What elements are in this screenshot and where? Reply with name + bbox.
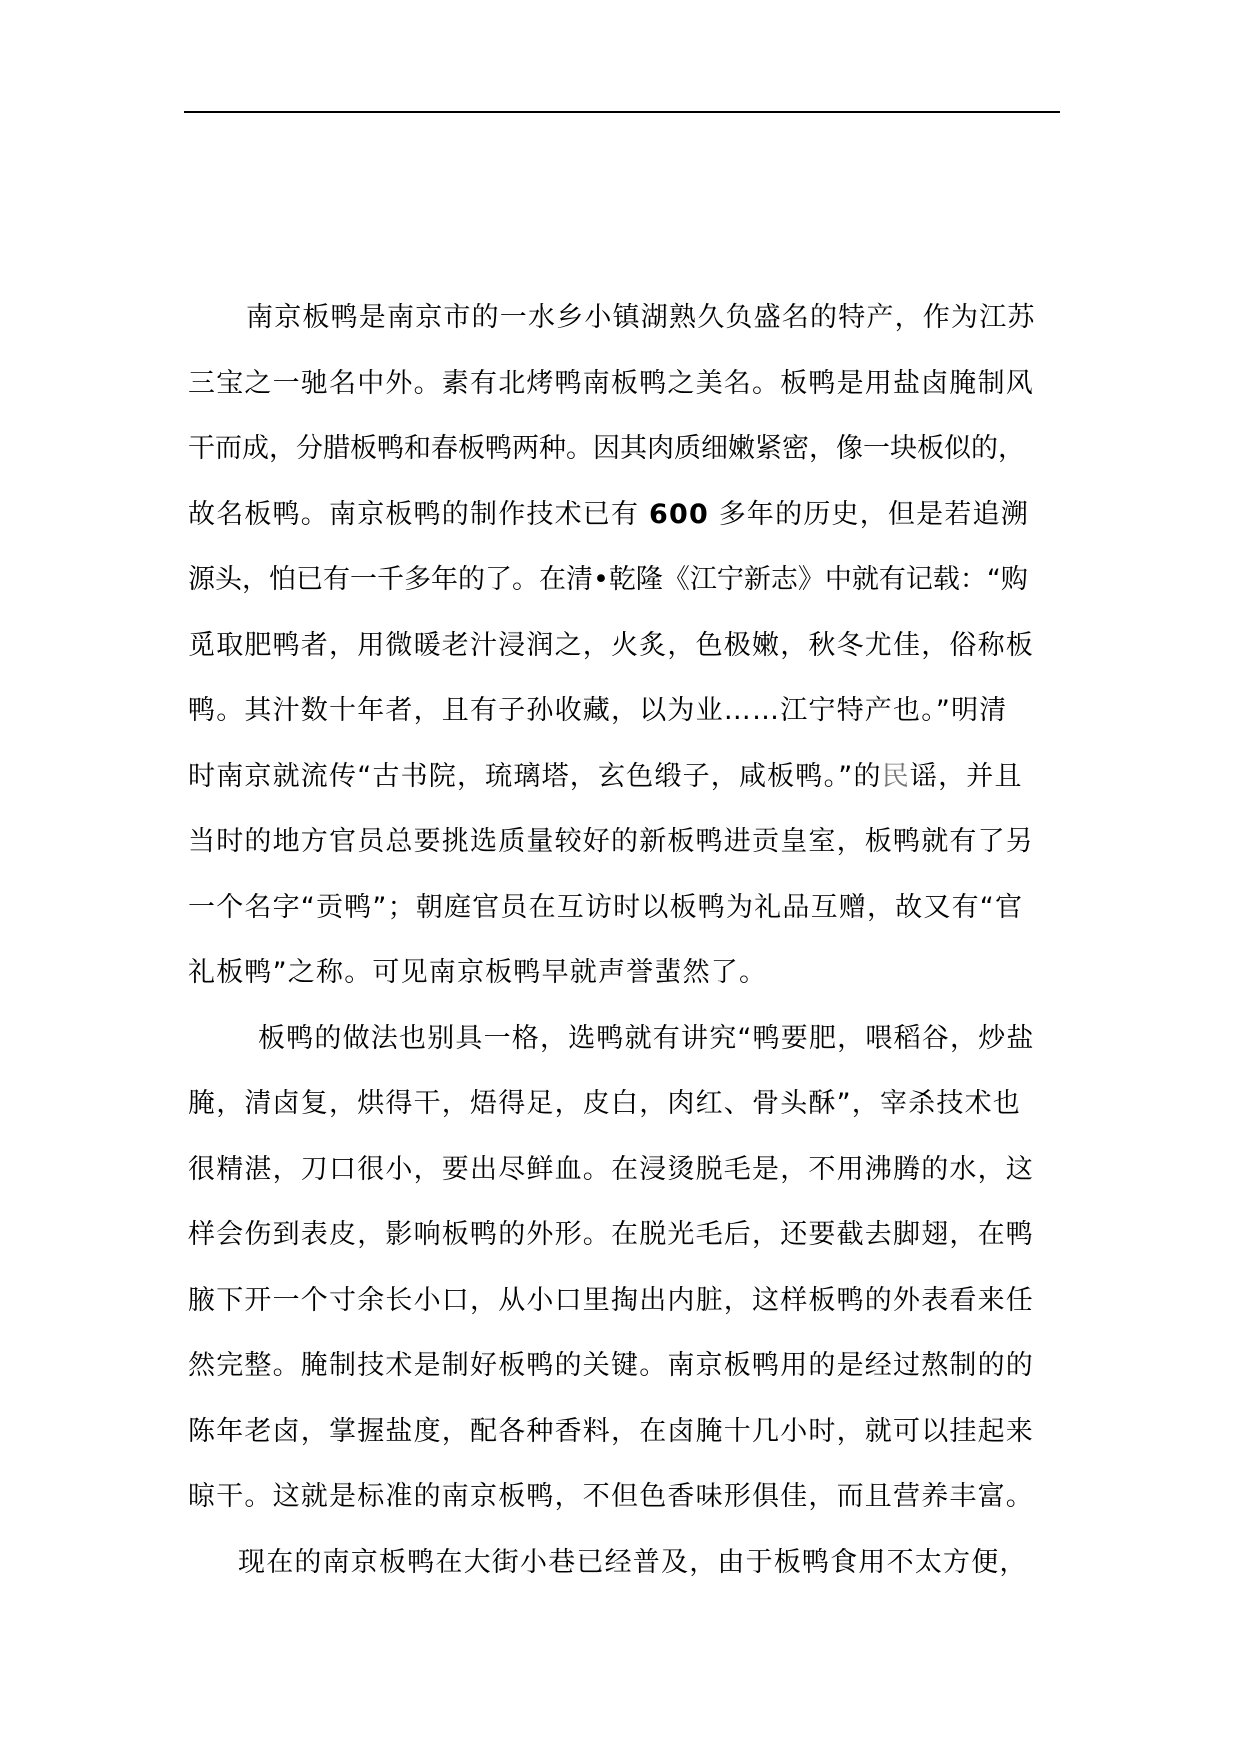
text-segment: 源头，怕已有一千多年的了。在清•乾隆《江宁新志》中就有记载：“购 [188, 564, 1028, 595]
text-segment: 一个名字“贡鸭”；朝庭官员在互访时以板鸭为礼品互赠，故又有“官 [188, 891, 1024, 923]
text-segment: 故名板鸭。南京板鸭的制作技术已有 [188, 498, 649, 530]
text-line [188, 1202, 1068, 1268]
text-line [188, 809, 1068, 875]
text-segment: 谣，并且 [909, 760, 1023, 792]
text-line [188, 285, 1068, 351]
text-line [188, 1464, 1068, 1530]
text-line [188, 1399, 1068, 1465]
text-segment: 板鸭的做法也别具一格，选鸭就有讲究“鸭要肥，喂稻谷，炒盐 [258, 1022, 1035, 1054]
text-segment: 腋下开一个寸余长小口，从小口里掏出内脏，这样板鸭的外表看来任 [188, 1284, 1034, 1316]
text-segment: 腌，清卤复，烘得干，焐得足，皮白，肉红、骨头酥”，宰杀技术也 [188, 1088, 1021, 1119]
text-segment: 样会伤到表皮，影响板鸭的外形。在脱光毛后，还要截去脚翅，在鸭 [188, 1219, 1034, 1250]
text-line [188, 482, 1068, 548]
text-line [188, 1530, 1068, 1596]
text-line [188, 940, 1068, 1006]
text-line [188, 613, 1068, 679]
text-segment: 然完整。腌制技术是制好板鸭的关键。南京板鸭用的是经过熬制的的 [188, 1350, 1034, 1381]
text-line [188, 744, 1068, 810]
text-segment: 晾干。这就是标准的南京板鸭，不但色香味形俱佳，而且营养丰富。 [188, 1481, 1034, 1512]
text-line [188, 678, 1068, 744]
text-line [188, 875, 1068, 941]
text-line [188, 1071, 1068, 1137]
text-segment: 觅取肥鸭者，用微暖老汁浸润之，火炙，色极嫩，秋冬尤佳，俗称板 [188, 629, 1034, 661]
text-segment: 南京板鸭是南京市的一水乡小镇湖熟久负盛名的特产，作为江苏 [246, 302, 1036, 333]
text-segment: 现在的南京板鸭在大街小巷已经普及，由于板鸭食用不太方便， [238, 1546, 1028, 1578]
text-line [188, 1137, 1068, 1203]
text-line [188, 1006, 1068, 1072]
text-line [188, 351, 1068, 417]
text-line [188, 416, 1068, 482]
text-line [188, 1333, 1068, 1399]
text-segment: 600 [648, 498, 709, 530]
text-segment: 陈年老卤，掌握盐度，配各种香料，在卤腌十几小时，就可以挂起来 [188, 1415, 1034, 1447]
text-line [188, 1268, 1068, 1334]
text-segment: 礼板鸭”之称。可见南京板鸭早就声誉蜚然了。 [188, 957, 768, 988]
text-segment: 三宝之一驰名中外。素有北烤鸭南板鸭之美名。板鸭是用盐卤腌制风 [188, 367, 1034, 399]
text-segment: 干而成，分腊板鸭和春板鸭两种。因其肉质细嫩紧密，像一块板似的， [188, 433, 1025, 464]
text-segment: 多年的历史，但是若追溯 [708, 498, 1029, 530]
text-segment: 鸭。其汁数十年者，且有子孙收藏，以为业……江宁特产也。”明清 [188, 695, 1008, 726]
text-segment: 时南京就流传“古书院，琉璃塔，玄色缎子，咸板鸭。”的 [188, 760, 882, 792]
header-rule [184, 111, 1060, 113]
text-segment: 当时的地方官员总要挑选质量较好的新板鸭进贡皇室，板鸭就有了另 [188, 826, 1034, 857]
body-text [188, 285, 1068, 1595]
text-segment: 民 [881, 760, 910, 792]
text-line [188, 547, 1068, 613]
text-segment: 很精湛，刀口很小，要出尽鲜血。在浸烫脱毛是，不用沸腾的水，这 [188, 1153, 1034, 1185]
